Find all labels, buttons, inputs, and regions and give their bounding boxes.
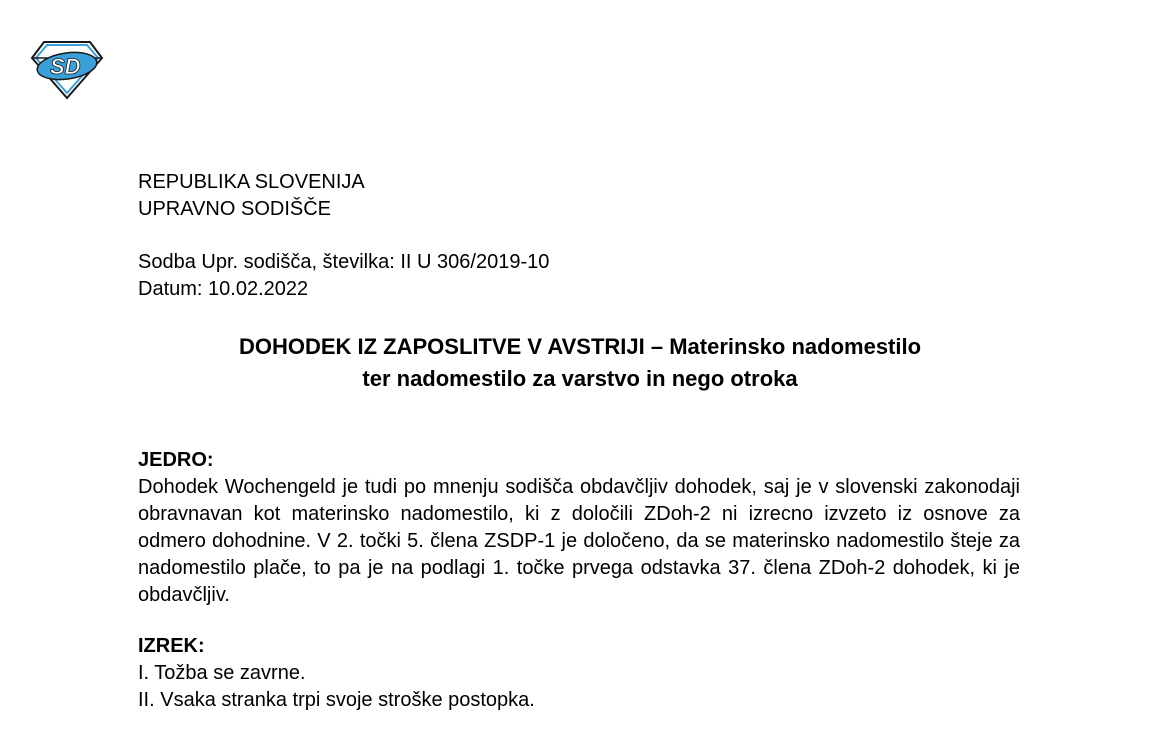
izrek-heading: IZREK: xyxy=(138,635,205,657)
jedro-section xyxy=(138,447,1020,609)
title-line-1: DOHODEK IZ ZAPOSLITVE V AVSTRIJI – Materinsko nadomestilo xyxy=(238,334,922,359)
case-number: Sodba Upr. sodišča, številka: II U 306/2019-10 xyxy=(138,251,550,273)
jedro-text: Dohodek Wochengeld je tudi po mnenju sodišča obdavčljiv dohodek, saj je v slovenski zakonodaji obravnavan kot materinsko nadomestilo, ki z določili ZDoh-2 ni izrecno izvzeto iz osnove za odmero dohodnine. V 2. točki 5. člena ZSDP-1 je določeno, da se materinsko nadomestilo šteje za nadomestilo plače, to pa je na podlagi 1. točke prvega odstavka 37. člena ZDoh-2 dohodek, ki je obdavčljiv. xyxy=(138,476,1020,606)
izrek-section xyxy=(138,633,1020,714)
diamond-logo-icon xyxy=(30,40,104,100)
izrek-item-2: II. Vsaka stranka trpi svoje stroške postopka. xyxy=(138,689,535,711)
title-line-2: ter nadomestilo za varstvo in nego otroka xyxy=(362,366,798,391)
case-info xyxy=(138,249,1020,303)
country-name: REPUBLIKA SLOVENIJA xyxy=(138,171,365,193)
logo-letters: SD xyxy=(50,54,81,79)
izrek-item-1: I. Tožba se zavrne. xyxy=(138,662,306,684)
jedro-heading: JEDRO: xyxy=(138,449,214,471)
document-header xyxy=(138,169,1020,223)
document-title xyxy=(100,331,1060,395)
court-name: UPRAVNO SODIŠČE xyxy=(138,198,331,220)
case-date: Datum: 10.02.2022 xyxy=(138,278,309,300)
court-logo xyxy=(30,40,104,100)
